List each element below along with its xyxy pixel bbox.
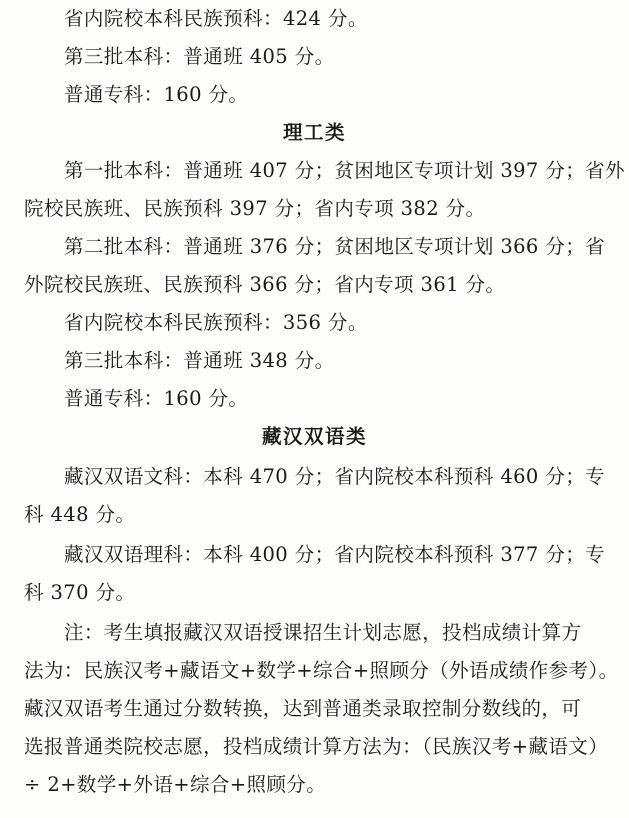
note-line: 注：考生填报藏汉双语授课招生计划志愿，投档成绩计算方: [64, 621, 582, 644]
text-line: 第三批本科：普通班 405 分。: [64, 45, 335, 68]
text-line: 第二批本科：普通班 376 分；贫困地区专项计划 366 分；省: [64, 235, 606, 258]
text-line: 科 448 分。: [24, 503, 136, 526]
text-line: 院校民族班、民族预科 397 分；省内专项 382 分。: [24, 197, 486, 220]
text-line: 普通专科：160 分。: [64, 83, 249, 106]
note-line: 藏汉双语考生通过分数转换，达到普通类录取控制分数线的，可: [24, 697, 582, 720]
note-line: 法为：民族汉考+藏语文+数学+综合+照顾分（外语成绩作参考）。: [24, 659, 619, 682]
note-line: 选报普通类院校志愿，投档成绩计算方法为：（民族汉考+藏语文）: [24, 735, 609, 758]
text-line: 普通专科：160 分。: [64, 387, 249, 410]
text-line: 第三批本科：普通班 348 分。: [64, 349, 335, 372]
section-heading-science: 理工类: [282, 121, 346, 144]
text-line: 科 370 分。: [24, 581, 136, 604]
text-line: 外院校民族班、民族预科 366 分；省内专项 361 分。: [24, 273, 506, 296]
section-heading-tibetan-chinese: 藏汉双语类: [261, 425, 367, 448]
text-line: 省内院校本科民族预科：356 分。: [64, 311, 368, 334]
text-line: 藏汉双语理科：本科 400 分；省内院校本科预科 377 分；专: [64, 543, 606, 566]
text-line: 藏汉双语文科：本科 470 分；省内院校本科预科 460 分；专: [64, 465, 606, 488]
note-line: ÷ 2+数学+外语+综合+照顾分。: [24, 773, 327, 796]
text-line: 省内院校本科民族预科：424 分。: [64, 7, 368, 30]
text-line: 第一批本科：普通班 407 分；贫困地区专项计划 397 分；省外: [64, 159, 625, 182]
